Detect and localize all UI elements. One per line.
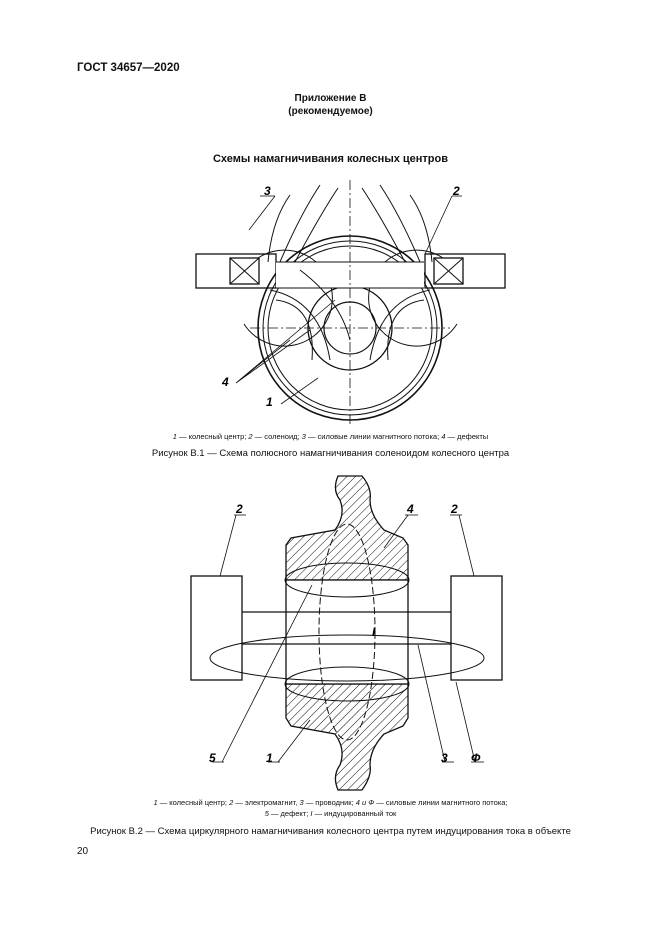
fig2-label-4: 4 [407, 502, 414, 516]
fig1-label-1: 1 [266, 395, 273, 409]
page-number: 20 [77, 846, 89, 857]
fig2-label-3: 3 [441, 751, 448, 765]
fig2-label-5: 5 [209, 751, 216, 765]
document-header: ГОСТ 34657—2020 [77, 62, 180, 74]
figure-2-legend-line-1: 1 — колесный центр; 2 — электромагнит, 3 — проводник; 4 и Ф — силовые линии магнитного потока; [153, 798, 508, 807]
figure-1-legend: 1 — колесный центр; 2 — соленоид; 3 — силовые линии магнитного потока; 4 — дефекты [172, 432, 489, 441]
figure-2-legend [0, 797, 661, 819]
fig2-label-phi: Ф [471, 751, 481, 765]
electromagnet-right [451, 576, 502, 680]
fig1-label-4: 4 [222, 375, 229, 389]
fig2-label-2-left: 2 [236, 502, 243, 516]
appendix-subtitle: (рекомендуемое) [288, 106, 373, 117]
appendix-title: Приложение В [294, 93, 367, 104]
wheel-upper-section [286, 476, 408, 580]
electromagnet-left [191, 576, 242, 680]
figure-1-caption: Рисунок В.1 — Схема полюсного намагничивания соленоидом колесного центра [151, 448, 510, 459]
fig2-label-2-right: 2 [451, 502, 458, 516]
section-title: Схемы намагничивания колесных центров [212, 153, 449, 165]
wheel-hub-body [286, 580, 408, 684]
wheel-lower-section [286, 684, 408, 790]
fig2-label-1: 1 [266, 751, 273, 765]
figure-2-caption: Рисунок В.2 — Схема циркулярного намагничивания колесного центра путем индуцирования тока в объекте [90, 826, 571, 837]
figure-2-legend-line-2: 5 — дефект; I — индуцированный ток [264, 809, 397, 818]
fig1-label-3: 3 [264, 184, 271, 198]
fig1-label-2: 2 [453, 184, 460, 198]
fig2-label-current: I [372, 625, 376, 639]
